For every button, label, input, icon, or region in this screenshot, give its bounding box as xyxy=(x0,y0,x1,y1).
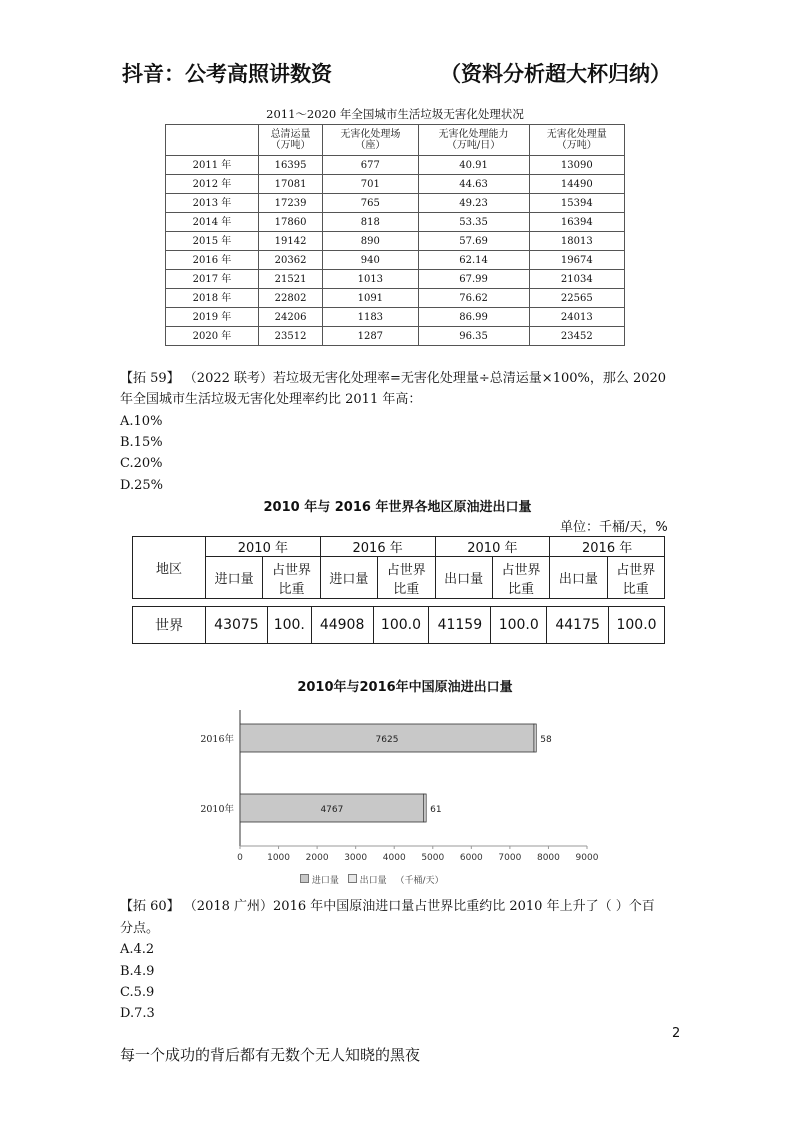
value-cell: 100. xyxy=(267,607,311,644)
table-cell: 1013 xyxy=(323,270,418,289)
x-tick-label: 2000 xyxy=(305,853,329,863)
table-cell: 21521 xyxy=(259,270,323,289)
legend-import-label: 进口量 xyxy=(311,876,339,886)
table-row xyxy=(166,213,625,232)
legend-swatch-import xyxy=(300,874,309,883)
table-cell: 818 xyxy=(323,213,418,232)
header-cell xyxy=(166,125,259,156)
option-c: C.5.9 xyxy=(120,985,155,1000)
table-row xyxy=(166,175,625,194)
table-cell: 701 xyxy=(323,175,418,194)
table-cell: 24206 xyxy=(259,308,323,327)
bar-chart xyxy=(180,700,610,870)
table-cell: 2013 年 xyxy=(166,194,259,213)
table-cell: 96.35 xyxy=(418,327,529,346)
table-cell: 19142 xyxy=(259,232,323,251)
x-tick-label: 1000 xyxy=(267,853,291,863)
table-cell: 76.62 xyxy=(418,289,529,308)
table-row xyxy=(166,289,625,308)
table-cell: 15394 xyxy=(529,194,624,213)
table-cell: 2020 年 xyxy=(166,327,259,346)
table-cell: 765 xyxy=(323,194,418,213)
table-cell: 2014 年 xyxy=(166,213,259,232)
value-cell: 44908 xyxy=(311,607,373,644)
table-cell: 940 xyxy=(323,251,418,270)
table-cell: 40.91 xyxy=(418,156,529,175)
table-cell: 16395 xyxy=(259,156,323,175)
region-cell: 世界 xyxy=(133,607,206,644)
option-d: D.7.3 xyxy=(120,1006,155,1021)
category-label: 2016年 xyxy=(200,734,234,745)
export-data-label: 58 xyxy=(540,735,552,745)
header-cell: 无害化处理场 （座） xyxy=(323,125,418,156)
subheader-cell: 进口量 xyxy=(206,557,263,599)
option-a: A.4.2 xyxy=(120,942,155,957)
subheader-cell: 占世界 比重 xyxy=(607,557,664,599)
category-label: 2010年 xyxy=(200,804,234,815)
crude-oil-table-header xyxy=(132,536,665,599)
header-cell: 无害化处理量 （万吨） xyxy=(529,125,624,156)
table-cell: 17081 xyxy=(259,175,323,194)
table-cell: 19674 xyxy=(529,251,624,270)
value-cell: 44175 xyxy=(547,607,609,644)
import-data-label: 7625 xyxy=(375,735,399,745)
table-cell: 20362 xyxy=(259,251,323,270)
option-d: D.25% xyxy=(120,478,163,493)
table-cell: 17860 xyxy=(259,213,323,232)
x-tick-label: 4000 xyxy=(382,853,406,863)
table-cell: 44.63 xyxy=(418,175,529,194)
table2-title: 2010 年与 2016 年世界各地区原油进出口量 xyxy=(263,500,532,515)
table-cell: 21034 xyxy=(529,270,624,289)
legend-swatch-export xyxy=(348,874,357,883)
table-row xyxy=(133,607,665,644)
table-cell: 49.23 xyxy=(418,194,529,213)
waste-table xyxy=(165,124,625,346)
table-cell: 1091 xyxy=(323,289,418,308)
table1-title: 2011～2020 年全国城市生活垃圾无害化处理状况 xyxy=(266,107,524,121)
table-cell: 67.99 xyxy=(418,270,529,289)
table-cell: 677 xyxy=(323,156,418,175)
table-cell: 62.14 xyxy=(418,251,529,270)
crude-oil-table-body xyxy=(132,606,665,644)
header-cell: 总清运量 （万吨） xyxy=(259,125,323,156)
value-cell: 100.0 xyxy=(491,607,547,644)
option-c: C.20% xyxy=(120,456,163,471)
table-cell: 1287 xyxy=(323,327,418,346)
table-cell: 2016 年 xyxy=(166,251,259,270)
table-cell: 23512 xyxy=(259,327,323,346)
header-cell: 无害化处理能力 （万吨/日） xyxy=(418,125,529,156)
header-left: 抖音：公考高照讲数资 xyxy=(122,62,332,86)
year-header: 2010 年 xyxy=(435,537,550,557)
legend-unit: （千桶/天） xyxy=(395,876,444,886)
subheader-cell: 出口量 xyxy=(550,557,607,599)
subheader-cell: 占世界 比重 xyxy=(492,557,549,599)
chart-title: 2010年与2016年中国原油进出口量 xyxy=(297,680,513,695)
table-cell: 53.35 xyxy=(418,213,529,232)
table-cell: 2017 年 xyxy=(166,270,259,289)
value-cell: 100.0 xyxy=(609,607,665,644)
year-header: 2016 年 xyxy=(320,537,435,557)
table-cell: 2012 年 xyxy=(166,175,259,194)
question-60-line1: 【拓 60】 （2018 广州）2016 年中国原油进口量占世界比重约比 2010 年上升了（ ）个百 xyxy=(120,899,655,914)
footer-motto: 每一个成功的背后都有无数个无人知晓的黑夜 xyxy=(120,1046,421,1064)
question-59-line2: 年全国城市生活垃圾无害化处理率约比 2011 年高： xyxy=(120,392,422,407)
x-tick-label: 0 xyxy=(237,853,243,863)
table-cell: 2011 年 xyxy=(166,156,259,175)
value-cell: 41159 xyxy=(429,607,491,644)
table-cell: 13090 xyxy=(529,156,624,175)
table-row xyxy=(166,251,625,270)
table-cell: 2019 年 xyxy=(166,308,259,327)
table-cell: 24013 xyxy=(529,308,624,327)
import-data-label: 4767 xyxy=(320,805,344,815)
year-header: 2016 年 xyxy=(550,537,665,557)
export-bar xyxy=(424,794,426,822)
table-cell: 14490 xyxy=(529,175,624,194)
table-cell: 57.69 xyxy=(418,232,529,251)
table-row xyxy=(166,327,625,346)
value-cell: 43075 xyxy=(206,607,268,644)
legend-export-label: 出口量 xyxy=(359,876,387,886)
x-tick-label: 5000 xyxy=(421,853,445,863)
header-right: （资料分析超大杯归纳） xyxy=(440,62,671,86)
table-cell: 18013 xyxy=(529,232,624,251)
x-tick-label: 6000 xyxy=(459,853,483,863)
subheader-cell: 进口量 xyxy=(320,557,377,599)
table-cell: 2015 年 xyxy=(166,232,259,251)
year-header: 2010 年 xyxy=(206,537,321,557)
x-tick-label: 7000 xyxy=(498,853,522,863)
question-60-line2: 分点。 xyxy=(120,921,160,936)
question-59-line1: 【拓 59】 （2022 联考）若垃圾无害化处理率=无害化处理量÷总清运量×100%，那么 2020 xyxy=(120,371,667,386)
table-cell: 2018 年 xyxy=(166,289,259,308)
value-cell: 100.0 xyxy=(373,607,429,644)
table-cell: 890 xyxy=(323,232,418,251)
subheader-cell: 出口量 xyxy=(435,557,492,599)
option-b: B.4.9 xyxy=(120,964,155,979)
table-cell: 22565 xyxy=(529,289,624,308)
table-cell: 86.99 xyxy=(418,308,529,327)
export-data-label: 61 xyxy=(430,805,442,815)
x-tick-label: 3000 xyxy=(344,853,368,863)
chart-legend xyxy=(300,873,444,886)
table-row xyxy=(166,232,625,251)
table-cell: 23452 xyxy=(529,327,624,346)
x-tick-label: 8000 xyxy=(536,853,560,863)
table2-unit: 单位：千桶/天，% xyxy=(560,520,668,535)
table-cell: 16394 xyxy=(529,213,624,232)
region-header: 地区 xyxy=(133,537,206,599)
option-a: A.10% xyxy=(120,414,163,429)
table-row xyxy=(166,156,625,175)
page-number: 2 xyxy=(672,1026,681,1041)
export-bar xyxy=(534,724,536,752)
table-row xyxy=(166,270,625,289)
table-cell: 22802 xyxy=(259,289,323,308)
option-b: B.15% xyxy=(120,435,163,450)
table-header-row xyxy=(166,125,625,156)
subheader-cell: 占世界 比重 xyxy=(263,557,320,599)
table-cell: 1183 xyxy=(323,308,418,327)
x-tick-label: 9000 xyxy=(575,853,599,863)
table-cell: 17239 xyxy=(259,194,323,213)
subheader-cell: 占世界 比重 xyxy=(378,557,435,599)
table-row xyxy=(166,194,625,213)
table-row xyxy=(166,308,625,327)
